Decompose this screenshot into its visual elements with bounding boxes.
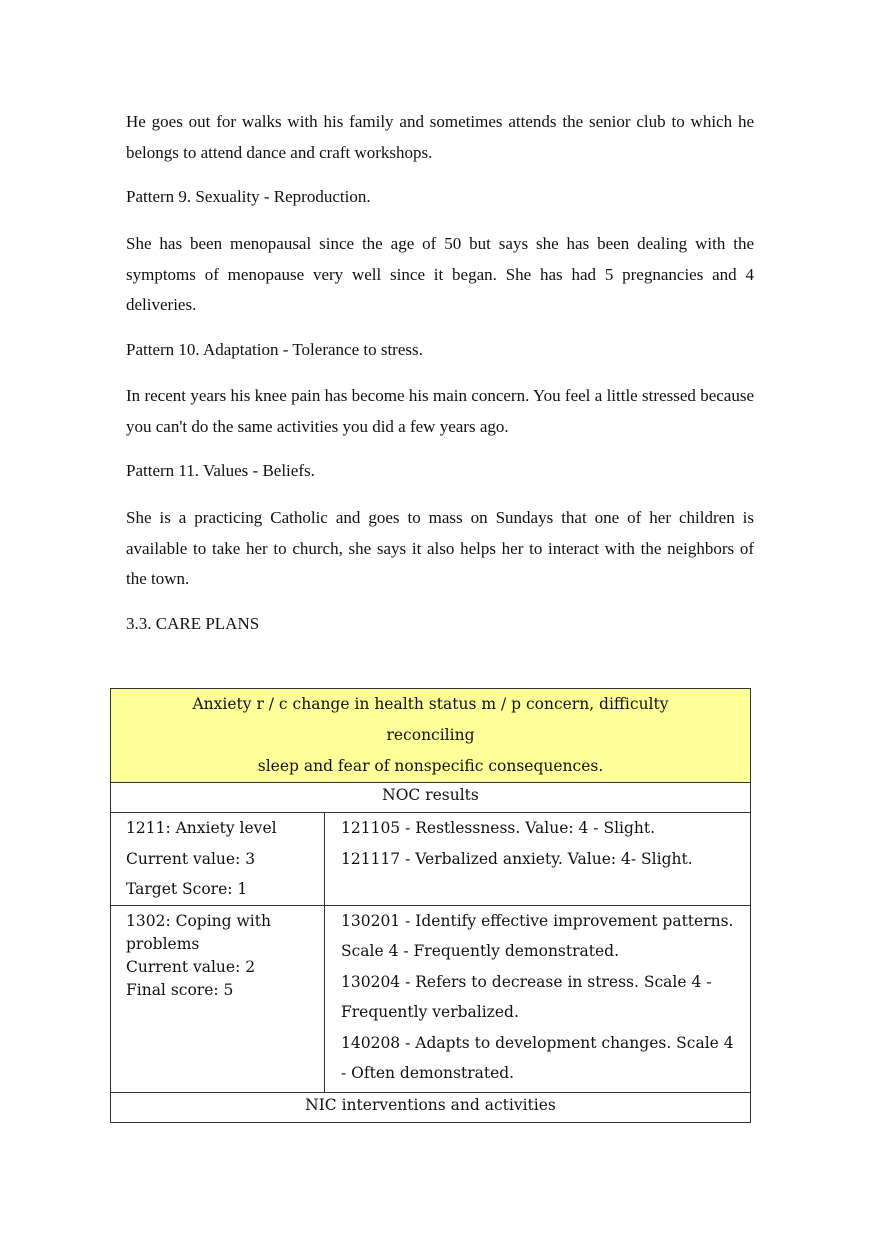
indicator-item: 121105 - Restlessness. Value: 4 - Slight. [341,819,656,837]
paragraph-menopause: She has been menopausal since the age of 50 but says she has been dealing with the symptoms of menopause very well since it began. She has had 5 pregnancies and 4 deliveries. [126,234,754,314]
noc-results-header: NOC results [111,783,751,813]
outcome-target-score: Target Score: 1 [126,880,248,898]
outcome-label: 1211: Anxiety level [126,819,277,837]
heading-pattern-11: Pattern 11. Values - Beliefs. [126,461,315,480]
indicator-item: 130201 - Identify effective improvement patterns. [341,911,734,930]
indicator-item: 121117 - Verbalized anxiety. Value: 4- Slight. [341,849,693,868]
table-row [111,905,751,1092]
outcome-current-value: Current value: 3 [126,849,256,868]
table-row [111,813,751,906]
noc-outcome-coping [111,905,325,1092]
indicator-item: Frequently verbalized. [341,1003,519,1021]
heading-care-plans: 3.3. CARE PLANS [126,614,260,633]
noc-outcome-anxiety-level [111,813,325,906]
outcome-label-continued: problems [126,934,200,953]
nic-interventions-header: NIC interventions and activities [111,1092,751,1122]
indicator-item: Scale 4 - Frequently demonstrated. [341,942,620,960]
outcome-current-value: Current value: 2 [126,957,256,976]
care-plan-table [110,688,751,1123]
diagnosis-title-line-1: Anxiety r / c change in health status m / p concern, difficulty reconciling [192,695,669,744]
diagnosis-title-line-2: sleep and fear of nonspecific consequences. [257,757,604,775]
outcome-final-score: Final score: 5 [126,980,234,999]
heading-pattern-9: Pattern 9. Sexuality - Reproduction. [126,187,371,206]
noc-indicators-anxiety [325,813,751,906]
heading-pattern-10: Pattern 10. Adaptation - Tolerance to stress. [126,340,423,359]
indicator-item: 130204 - Refers to decrease in stress. Scale 4 - [341,972,712,991]
noc-indicators-coping [325,905,751,1092]
diagnosis-title-cell [111,689,751,783]
outcome-label: 1302: Coping with [126,911,271,930]
indicator-item: - Often demonstrated. [341,1064,515,1082]
indicator-item: 140208 - Adapts to development changes. Scale 4 [341,1033,734,1052]
paragraph-knee-pain: In recent years his knee pain has become his main concern. You feel a little stressed because you can't do the same activities you did a few years ago. [126,386,754,436]
paragraph-catholic: She is a practicing Catholic and goes to mass on Sundays that one of her children is available to take her to church, she says it also helps her to interact with the neighbors of the town. [126,508,754,588]
paragraph-walks: He goes out for walks with his family and sometimes attends the senior club to which he belongs to attend dance and craft workshops. [126,112,754,162]
